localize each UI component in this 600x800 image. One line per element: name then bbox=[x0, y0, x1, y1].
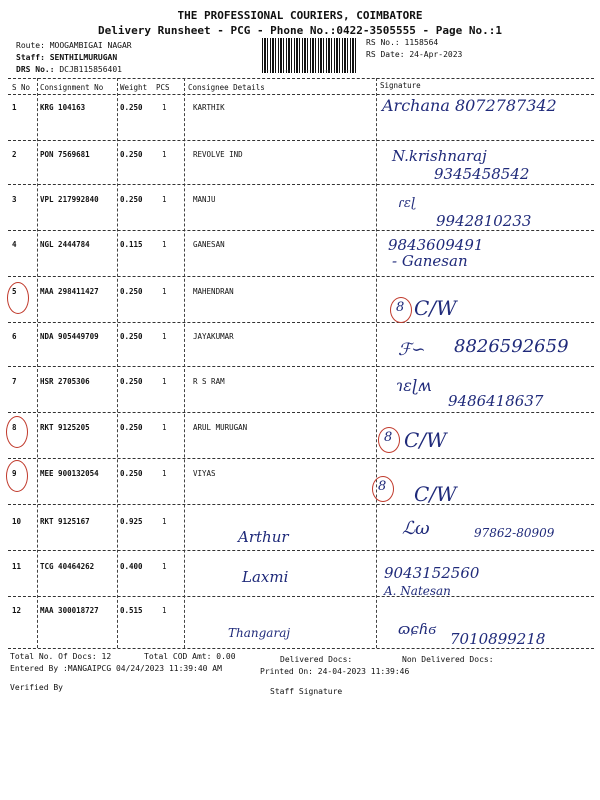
signature-row-12-phone: 7010899218 bbox=[450, 630, 546, 648]
rs-date: RS Date: 24-Apr-2023 bbox=[366, 50, 463, 59]
row-pcs: 1 bbox=[162, 469, 167, 478]
row-separator bbox=[8, 230, 594, 231]
row-weight: 0.250 bbox=[120, 423, 143, 432]
row-pcs: 1 bbox=[162, 562, 167, 571]
row-pcs: 1 bbox=[162, 195, 167, 204]
row-consignment-no: HSR 2705306 bbox=[40, 377, 90, 386]
row-consignee: ARUL MURUGAN bbox=[193, 423, 248, 432]
row-consignment-no: RKT 9125205 bbox=[40, 423, 90, 432]
row-separator bbox=[8, 504, 594, 505]
runsheet-subtitle: Delivery Runsheet - PCG - Phone No.:0422-3505555 - Page No.:1 bbox=[98, 24, 502, 37]
company-title: THE PROFESSIONAL COURIERS, COIMBATORE bbox=[177, 9, 423, 22]
row-consignment-no: TCG 40464262 bbox=[40, 562, 95, 571]
row-sno: 3 bbox=[12, 195, 17, 204]
row-sno: 7 bbox=[12, 377, 17, 386]
drs-value: DCJB115856401 bbox=[59, 65, 122, 74]
entered-by: Entered By :MANGAIPCG 04/24/2023 11:39:40 AM bbox=[10, 664, 222, 673]
signature-row-1: Archana 8072787342 bbox=[382, 96, 557, 115]
row-sno: 10 bbox=[12, 517, 22, 526]
row-separator bbox=[8, 140, 594, 141]
circled-number: 8 bbox=[384, 430, 393, 445]
row-weight: 0.250 bbox=[120, 103, 143, 112]
row-consignment-no: PON 7569681 bbox=[40, 150, 90, 159]
total-docs: Total No. Of Docs: 12 bbox=[10, 652, 112, 661]
row-consignee: GANESAN bbox=[193, 240, 225, 249]
row-weight: 0.250 bbox=[120, 377, 143, 386]
row-weight: 0.250 bbox=[120, 332, 143, 341]
drs-number bbox=[16, 65, 122, 74]
signature-scribble: ℒω bbox=[402, 518, 430, 539]
row-sno: 12 bbox=[12, 606, 22, 615]
row-sno: 1 bbox=[12, 103, 17, 112]
row-separator bbox=[8, 322, 594, 323]
row-consignment-no: NGL 2444784 bbox=[40, 240, 90, 249]
delivered-docs: Delivered Docs: bbox=[280, 655, 353, 664]
total-cod: Total COD Amt: 0.00 bbox=[144, 652, 236, 661]
divider bbox=[184, 78, 185, 648]
signature-row-12-name: Thangaraj bbox=[228, 626, 291, 640]
signature-scribble: ɷɕɦϭ bbox=[398, 620, 436, 638]
signature-row-2-name: N.krishnaraj bbox=[392, 147, 487, 165]
row-weight: 0.250 bbox=[120, 469, 143, 478]
col-consignee: Consignee Details bbox=[188, 83, 265, 92]
row-sno: 6 bbox=[12, 332, 17, 341]
circled-number: 8 bbox=[378, 479, 387, 494]
col-consignment: Consignment No bbox=[40, 83, 104, 92]
signature-scribble: ℱ∽ bbox=[398, 340, 426, 360]
signature-row-5: C/W bbox=[414, 296, 457, 320]
staff-signature: Staff Signature bbox=[270, 687, 343, 696]
row-consignee: R S RAM bbox=[193, 377, 225, 386]
printed-on: Printed On: 24-04-2023 11:39:46 bbox=[260, 667, 410, 676]
row-weight: 0.515 bbox=[120, 606, 143, 615]
row-sno: 4 bbox=[12, 240, 17, 249]
signature-row-4-phone: 9843609491 bbox=[388, 236, 484, 254]
row-consignment-no: MEE 900132054 bbox=[40, 469, 99, 478]
signature-row-11-sign: A. Natesan bbox=[384, 584, 451, 598]
row-sno: 11 bbox=[12, 562, 22, 571]
row-separator bbox=[8, 412, 594, 413]
non-delivered-docs: Non Delivered Docs: bbox=[402, 655, 494, 664]
staff-label: Staff: SENTHILMURUGAN bbox=[16, 53, 118, 62]
row-separator bbox=[8, 366, 594, 367]
signature-row-11-phone: 9043152560 bbox=[384, 564, 480, 582]
row-consignee: MAHENDRAN bbox=[193, 287, 234, 296]
signature-row-10-name: Arthur bbox=[238, 528, 289, 546]
sno-circle-5 bbox=[7, 282, 29, 314]
col-signature: Signature bbox=[380, 81, 421, 90]
row-pcs: 1 bbox=[162, 287, 167, 296]
circled-number: 8 bbox=[396, 300, 405, 315]
footer-rule bbox=[8, 648, 594, 649]
signature-row-4-name: - Ganesan bbox=[392, 252, 468, 270]
header-rule-top bbox=[8, 78, 594, 79]
row-consignment-no: RKT 9125167 bbox=[40, 517, 90, 526]
row-separator bbox=[8, 596, 594, 597]
col-sno: S No bbox=[12, 83, 31, 92]
col-pcs: PCS bbox=[156, 83, 170, 92]
rs-number: RS No.: 1158564 bbox=[366, 38, 439, 47]
route-label: Route: MOOGAMBIGAI NAGAR bbox=[16, 41, 132, 50]
sno-circle-9 bbox=[6, 460, 28, 492]
row-consignee: MANJU bbox=[193, 195, 216, 204]
row-weight: 0.250 bbox=[120, 195, 143, 204]
row-pcs: 1 bbox=[162, 332, 167, 341]
row-weight: 0.925 bbox=[120, 517, 143, 526]
row-consignment-no: MAA 298411427 bbox=[40, 287, 99, 296]
row-pcs: 1 bbox=[162, 150, 167, 159]
row-separator bbox=[8, 276, 594, 277]
signature-row-8: C/W bbox=[404, 428, 447, 452]
row-pcs: 1 bbox=[162, 606, 167, 615]
signature-row-7-phone: 9486418637 bbox=[448, 392, 544, 410]
col-weight: Weight bbox=[120, 83, 148, 92]
row-consignee: JAYAKUMAR bbox=[193, 332, 234, 341]
row-pcs: 1 bbox=[162, 240, 167, 249]
row-weight: 0.250 bbox=[120, 287, 143, 296]
row-consignment-no: MAA 300018727 bbox=[40, 606, 99, 615]
signature-row-11-name: Laxmi bbox=[242, 568, 289, 586]
drs-label: DRS No.: bbox=[16, 65, 55, 74]
signature-row-6-phone: 8826592659 bbox=[454, 336, 569, 357]
divider bbox=[37, 78, 38, 648]
signature-row-3-phone: 9942810233 bbox=[436, 212, 532, 230]
row-pcs: 1 bbox=[162, 377, 167, 386]
signature-scribble: ɾɛɭ bbox=[398, 196, 416, 211]
row-weight: 0.115 bbox=[120, 240, 143, 249]
row-pcs: 1 bbox=[162, 103, 167, 112]
verified-by: Verified By bbox=[10, 683, 63, 692]
row-consignment-no: VPL 217992840 bbox=[40, 195, 99, 204]
row-weight: 0.400 bbox=[120, 562, 143, 571]
row-separator bbox=[8, 184, 594, 185]
divider bbox=[376, 78, 377, 648]
signature-row-10-phone: 97862-80909 bbox=[474, 526, 555, 540]
row-pcs: 1 bbox=[162, 423, 167, 432]
row-sno: 5 bbox=[12, 287, 17, 296]
signature-scribble: ɿɛɭʍ bbox=[396, 376, 432, 395]
barcode bbox=[262, 38, 358, 73]
row-consignee: VIYAS bbox=[193, 469, 216, 478]
row-consignee: KARTHIK bbox=[193, 103, 225, 112]
row-consignment-no: NDA 905449709 bbox=[40, 332, 99, 341]
row-sno: 9 bbox=[12, 469, 17, 478]
row-separator bbox=[8, 550, 594, 551]
divider bbox=[117, 78, 118, 648]
row-consignee: REVOLVE IND bbox=[193, 150, 243, 159]
signature-row-2-phone: 9345458542 bbox=[434, 165, 530, 183]
row-sno: 8 bbox=[12, 423, 17, 432]
signature-row-9: C/W bbox=[414, 482, 457, 506]
sno-circle-8 bbox=[6, 416, 28, 448]
row-weight: 0.250 bbox=[120, 150, 143, 159]
header-rule-bottom bbox=[8, 94, 594, 95]
row-pcs: 1 bbox=[162, 517, 167, 526]
row-sno: 2 bbox=[12, 150, 17, 159]
row-separator bbox=[8, 458, 594, 459]
row-consignment-no: KRG 104163 bbox=[40, 103, 86, 112]
